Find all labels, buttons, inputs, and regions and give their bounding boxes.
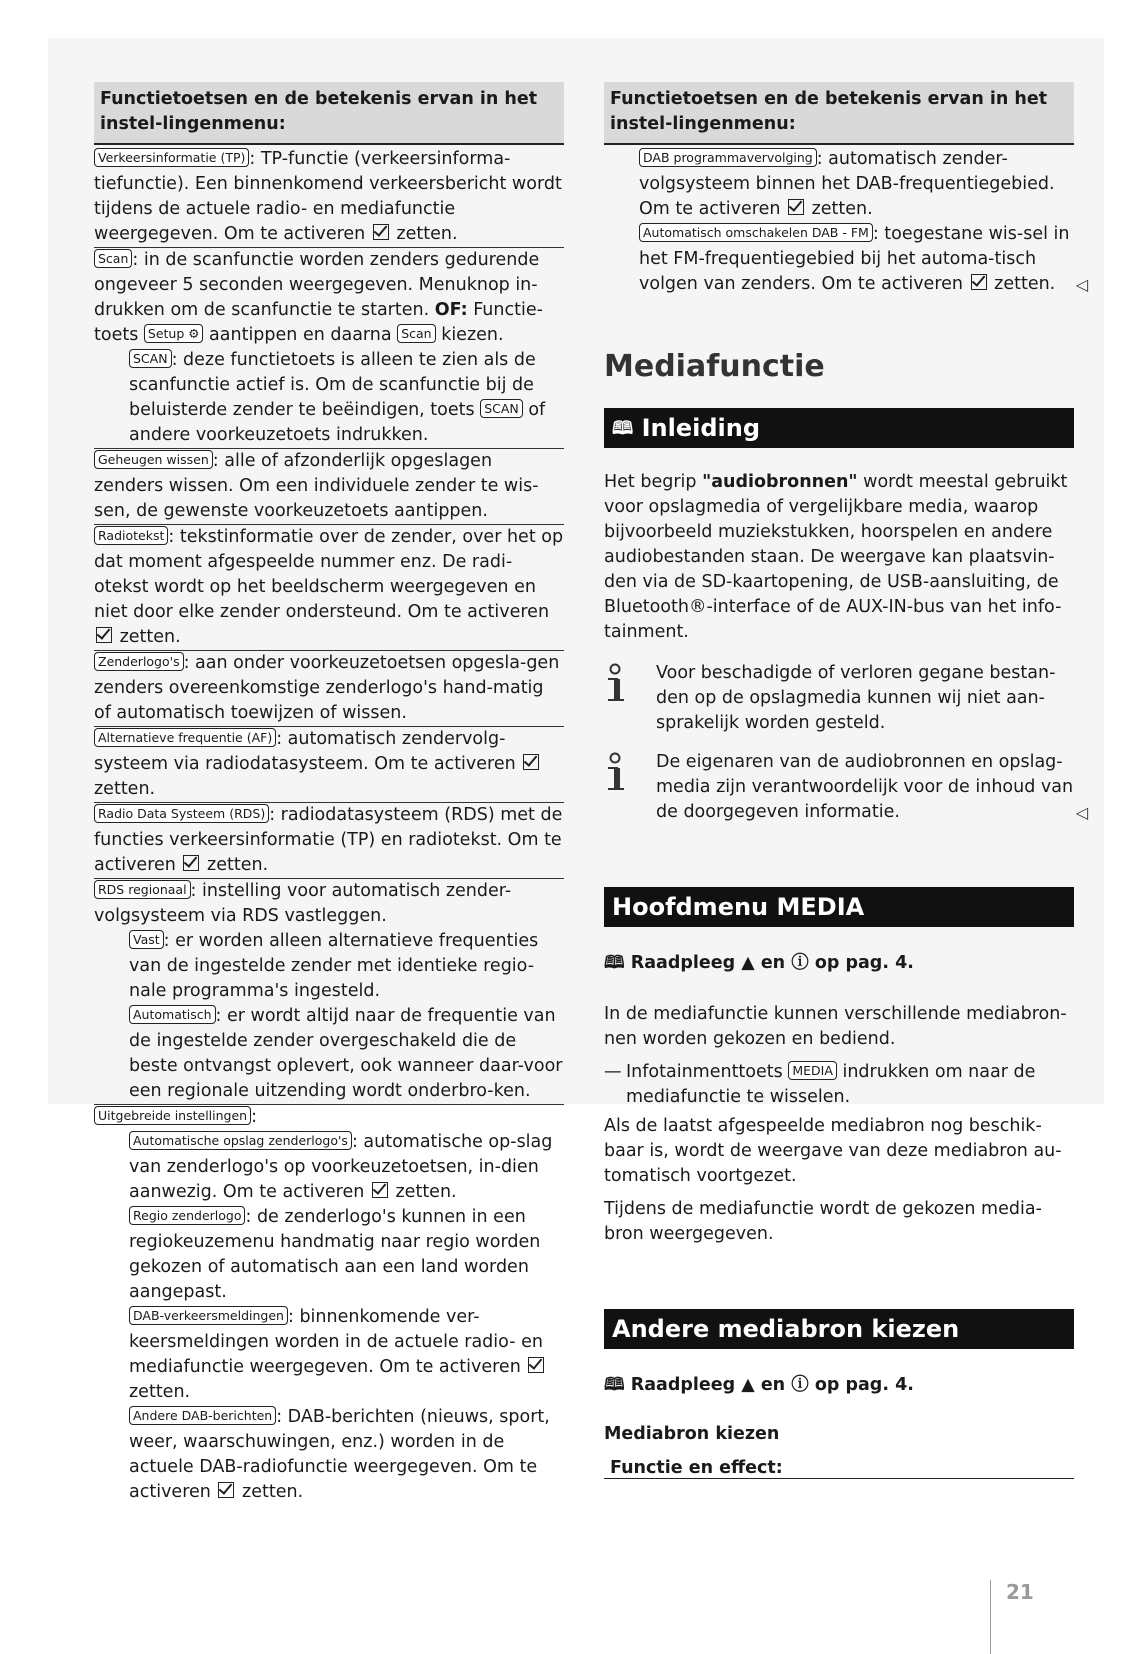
key-scan-caps-2[interactable]: SCAN	[480, 399, 523, 418]
media-paragraph-3: Als de laatst afgespeelde mediabron nog beschik-baar is, wordt de weergave van deze mediabron au-tomatisch voortgezet.	[604, 1116, 1062, 1186]
entry-geheugen: Geheugen wissen : alle of afzonderlijk opgeslagen zenders wissen. Om een individuele zender te wis-sen, de gewenste voorkeuzetoets aantippen.	[94, 448, 564, 524]
key-dab-verkeersmeldingen[interactable]: DAB-verkeersmeldingen	[129, 1306, 288, 1325]
info-icon	[604, 663, 630, 709]
checkbox-icon	[971, 274, 987, 290]
entry-rds-regionaal: RDS regionaal : instelling voor automatisch zender-volgsysteem via RDS vastleggen. Vast : er worden alleen alternatieve frequenties van de ingestelde zender met identieke regio-nale programma's ingesteld. Automatisch : er wordt altijd naar de frequentie van de ingestelde zender overgeschakeld die de beste ontvangst oplevert, ook wanneer daar-voor een regionale uitzending wordt onderbro-ken.	[94, 878, 564, 1104]
warning-icon: ▲	[741, 1375, 755, 1395]
warning-icon: ▲	[741, 953, 755, 973]
key-scan-caps[interactable]: SCAN	[129, 349, 172, 368]
checkbox-icon	[372, 1182, 388, 1198]
inleiding-bar	[604, 408, 1074, 448]
andere-title: Andere mediabron kiezen	[612, 1315, 960, 1343]
book-icon: 🕮	[604, 1375, 625, 1395]
entry-dab-prog: DAB programmavervolging : automatisch zender-volgsysteem binnen het DAB-frequentiegebied. Om te activeren zetten.	[639, 149, 1055, 219]
key-geheugen-wissen[interactable]: Geheugen wissen	[94, 450, 213, 469]
key-scan[interactable]: Scan	[94, 249, 132, 268]
left-column	[94, 82, 564, 1505]
checkbox-icon	[373, 224, 389, 240]
media-step: — Infotainmenttoets MEDIA indrukken om naar de mediafunctie te wisselen.	[604, 1062, 1036, 1107]
inleiding-title: Inleiding	[641, 414, 761, 442]
section-title-mediafunctie: Mediafunctie	[604, 349, 825, 384]
mediabron-kiezen-heading: Mediabron kiezen	[604, 1424, 780, 1444]
reference-line-1: 🕮 Raadpleeg ▲ en ⓘ op pag. 4.	[604, 953, 914, 973]
entry-vast: Vast : er worden alleen alternatieve frequenties van de ingestelde zender met identieke regio-nale programma's ingesteld.	[129, 931, 539, 1001]
key-automatische-opslag[interactable]: Automatische opslag zenderlogo's	[129, 1131, 352, 1150]
right-column	[604, 82, 1088, 1479]
checkbox-icon	[528, 1357, 544, 1373]
key-af[interactable]: Alternatieve frequentie (AF)	[94, 728, 276, 747]
key-radiotekst[interactable]: Radiotekst	[94, 526, 168, 545]
key-media[interactable]: MEDIA	[788, 1061, 837, 1080]
key-uitgebreide-instellingen[interactable]: Uitgebreide instellingen	[94, 1106, 251, 1125]
checkbox-icon	[218, 1482, 234, 1498]
checkbox-icon	[183, 855, 199, 871]
media-paragraph-4: Tijdens de mediafunctie wordt de gekozen media-bron weergegeven.	[604, 1199, 1042, 1244]
media-paragraph-1: In de mediafunctie kunnen verschillende mediabron-nen worden gekozen en bediend.	[604, 1004, 1067, 1049]
caution-icon: ⓘ	[791, 953, 809, 973]
key-vast[interactable]: Vast	[129, 930, 164, 949]
andere-mediabron-bar	[604, 1309, 1074, 1349]
entry-dab-verkeer: DAB-verkeersmeldingen : binnenkomende ver-keersmeldingen worden in de actuele radio- en mediafunctie weergegeven. Om te activeren zetten.	[129, 1307, 543, 1402]
page-number: 21	[1006, 1580, 1034, 1604]
key-regio-zenderlogo[interactable]: Regio zenderlogo	[129, 1206, 245, 1225]
table-header-left: Functietoetsen en de betekenis ervan in het instel-lingenmenu:	[94, 82, 564, 145]
page-divider	[990, 1580, 991, 1654]
entry-auto-omschakelen: Automatisch omschakelen DAB - FM : toegestane wis-sel in het FM-frequentiegebied bij het automa-tisch volgen van zenders. Om te activeren zetten. ◁	[604, 222, 1074, 297]
entry-scan-sub: SCAN : deze functietoets is alleen te zien als de scanfunctie actief is. Om de scanfunctie bij de beluisterde zender te beëindigen, toets SCAN of andere voorkeuzetoets indrukken.	[129, 350, 546, 445]
checkbox-icon	[96, 627, 112, 643]
entry-automatisch: Automatisch : er wordt altijd naar de frequentie van de ingestelde zender overgeschakeld die de beste ontvangst oplevert, ook wanneer daar-voor een regionale uitzending wordt onderbro-ken.	[129, 1006, 563, 1101]
entry-radiotekst: Radiotekst : tekstinformatie over de zender, over het op dat moment afgespeelde nummer enz. De radi-otekst wordt op het beeldscherm weergegeven en niet door elke zender ondersteund. Om te activeren zetten.	[94, 524, 564, 650]
key-scan-2[interactable]: Scan	[397, 324, 435, 343]
book-icon: 🕮	[612, 418, 634, 439]
entry-regio: Regio zenderlogo : de zenderlogo's kunnen in een regiokeuzemenu handmatig naar regio worden gekozen of automatisch aan een land worden aangepast.	[129, 1207, 541, 1302]
key-tp[interactable]: Verkeersinformatie (TP)	[94, 148, 249, 167]
entry-autoopslag: Automatische opslag zenderlogo's : automatische op-slag van zenderlogo's op voorkeuzetoetsen, in-dien aanwezig. Om te activeren zetten.	[129, 1132, 553, 1202]
key-dab-programmavervolging[interactable]: DAB programmavervolging	[639, 148, 817, 167]
book-icon: 🕮	[604, 953, 625, 973]
entry-uitgebreid: Uitgebreide instellingen : Automatische opslag zenderlogo's : automatische op-slag van zenderlogo's op voorkeuzetoetsen, in-dien aanwezig. Om te activeren zetten. Regio zenderlogo : de zenderlogo's kunnen in een regiokeuzemenu handmatig naar regio worden gekozen of automatisch aan een land worden aangepast. DAB-verkeersmeldingen : binnenkomende ver-keersmeldingen worden in de actuele radio- en mediafunctie weergegeven. Om te activeren zetten. Andere DAB-berichten : DAB-berichten (nieuws, sport, weer, waarschuwingen, enz.) worden in de actuele DAB-radiofunctie weergegeven. Om te activeren zetten.	[94, 1104, 564, 1505]
key-automatisch[interactable]: Automatisch	[129, 1005, 216, 1024]
key-zenderlogos[interactable]: Zenderlogo's	[94, 652, 184, 671]
entry-andere-dab: Andere DAB-berichten : DAB-berichten (nieuws, sport, weer, waarschuwingen, enz.) worden in de actuele DAB-radiofunctie weergegeven. Om te activeren zetten.	[129, 1407, 550, 1502]
reference-line-2: 🕮 Raadpleeg ▲ en ⓘ op pag. 4.	[604, 1375, 914, 1395]
end-of-section-icon: ◁	[1075, 803, 1088, 822]
key-rds-regionaal[interactable]: RDS regionaal	[94, 880, 191, 899]
hoofdmenu-title: Hoofdmenu MEDIA	[612, 893, 865, 921]
caution-icon: ⓘ	[791, 1375, 809, 1395]
key-automatisch-omschakelen[interactable]: Automatisch omschakelen DAB - FM	[639, 223, 873, 242]
intro-paragraph: Het begrip "audiobronnen" wordt meestal gebruikt voor opslagmedia of vergelijkbare media, waarop bijvoorbeeld muziekstukken, hoorspelen en andere audiobestanden staan. De weergave kan plaatsvin-den via de SD-kaartopening, de USB-aansluiting, de Bluetooth®-interface of de AUX-IN-bus van het info-tainment.	[604, 472, 1068, 642]
note-2: De eigenaren van de audiobronnen en opslag-media zijn verantwoordelijk voor de inhoud van de doorgegeven informatie. ◁	[604, 750, 1074, 825]
note-1: Voor beschadigde of verloren gegane bestan-den op de opslagmedia kunnen wij niet aan-sprakelijk worden gesteld.	[604, 661, 1074, 736]
entry-af: Alternatieve frequentie (AF) : automatisch zendervolg-systeem via radiodatasysteem. Om te activeren zetten.	[94, 726, 564, 802]
entry-rds: Radio Data Systeem (RDS) : radiodatasysteem (RDS) met de functies verkeersinformatie (TP) en radiotekst. Om te activeren zetten.	[94, 802, 564, 878]
entry-zenderlogo: Zenderlogo's : aan onder voorkeuzetoetsen opgesla-gen zenders overeenkomstige zenderlogo's hand-matig of automatisch toewijzen of wissen.	[94, 650, 564, 726]
entry-tp: Verkeersinformatie (TP) : TP-functie (verkeersinforma-tiefunctie). Een binnenkomend verkeersbericht wordt tijdens de actuele radio- en mediafunctie weergegeven. Om te activeren zetten.	[94, 149, 562, 244]
entry-scan: Scan : in de scanfunctie worden zenders gedurende ongeveer 5 seconden weergegeven. Menuknop in-drukken om de scanfunctie te starten. OF: Functie-toets Setup ⚙ aantippen en daarna Scan kiezen. SCAN : deze functietoets is alleen te zien als de scanfunctie actief is. Om de scanfunctie bij de beluisterde zender te beëindigen, toets SCAN of andere voorkeuzetoets indrukken.	[94, 247, 564, 448]
checkbox-icon	[523, 754, 539, 770]
end-of-section-icon: ◁	[1075, 275, 1088, 294]
info-icon	[604, 752, 630, 798]
functie-effect-heading: Functie en effect:	[604, 1458, 1074, 1479]
hoofdmenu-bar	[604, 887, 1074, 927]
key-setup[interactable]: Setup ⚙	[144, 324, 204, 343]
checkbox-icon	[788, 199, 804, 215]
key-andere-dab-berichten[interactable]: Andere DAB-berichten	[129, 1406, 276, 1425]
key-rds[interactable]: Radio Data Systeem (RDS)	[94, 804, 269, 823]
table-header-right: Functietoetsen en de betekenis ervan in het instel-lingenmenu:	[604, 82, 1074, 145]
